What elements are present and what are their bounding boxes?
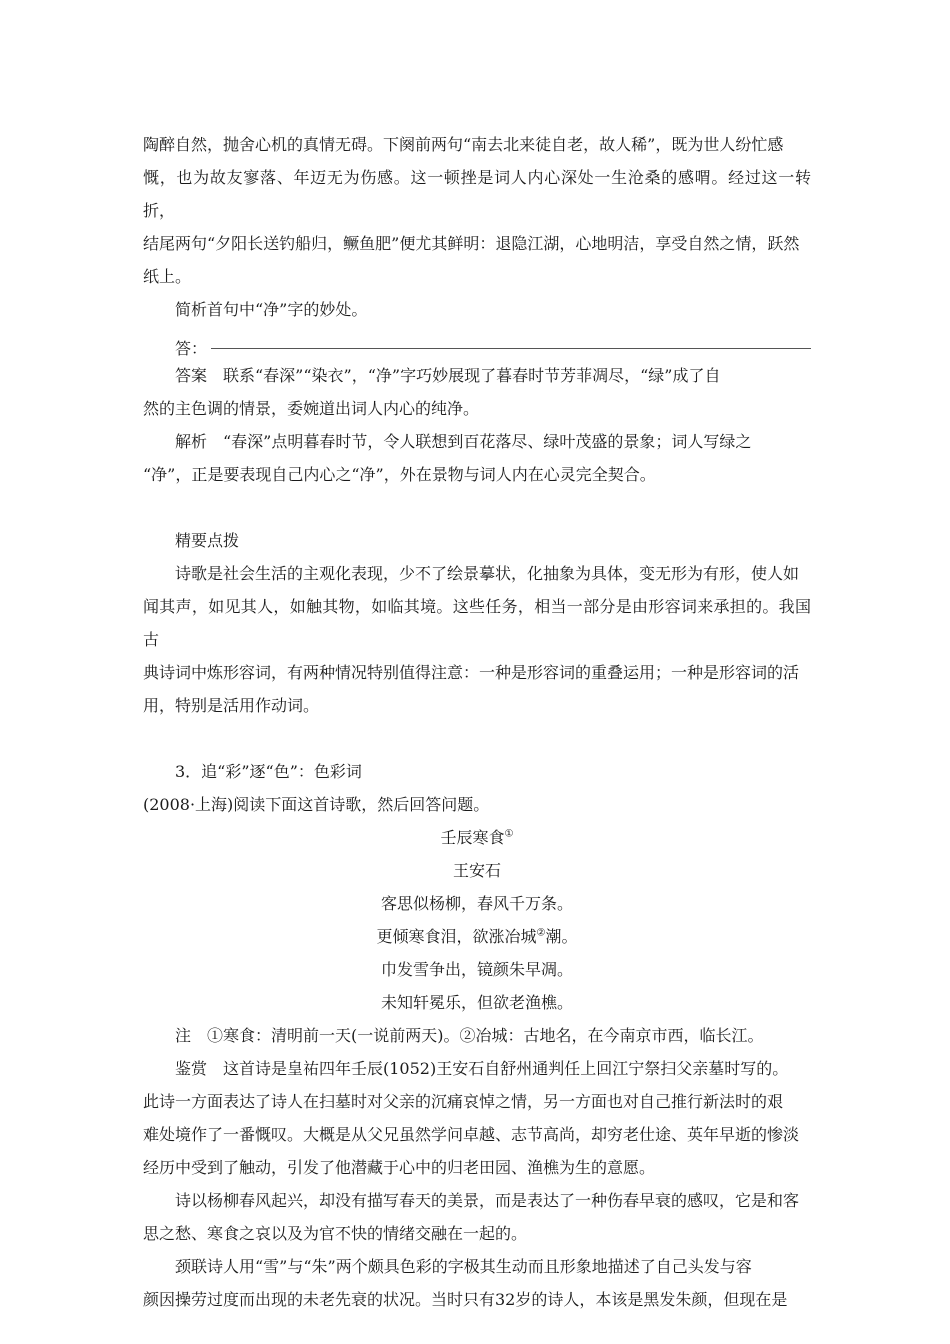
answer-field[interactable] <box>143 326 811 359</box>
text-line: 纸上。 <box>143 267 192 286</box>
text-line: 思之愁、寒食之哀以及为官不快的情绪交融在一起的。 <box>143 1224 528 1243</box>
text-line: 结尾两句“夕阳长送钓船归，鳜鱼肥”便尤其鲜明：退隐江湖，心地明洁，享受自然之情，跃然 <box>143 234 800 253</box>
poem-line: 未知轩冕乐，但欲老渔樵。 <box>380 993 573 1012</box>
footnote-marker: ① <box>504 828 514 840</box>
poem-line-part: 潮。 <box>545 927 578 946</box>
answer-blank-line[interactable] <box>211 348 811 349</box>
poem-line: 客思似杨柳，春风千万条。 <box>380 894 573 913</box>
text-line: 慨，也为故友寥落、年迈无为伤感。这一顿挫是词人内心深处一生沧桑的感喟。经过这一转折， <box>143 168 811 220</box>
document-page <box>143 128 811 1316</box>
text-line: 典诗词中炼形容词，有两种情况特别值得注意：一种是形容词的重叠运用；一种是形容词的活 <box>143 663 800 682</box>
text-line: 经历中受到了触动，引发了他潜藏于心中的归老田园、渔樵为生的意愿。 <box>143 1158 656 1177</box>
text-line: 诗歌是社会生活的主观化表现，少不了绘景摹状，化抽象为具体，变无形为有形，使人如 <box>175 564 800 583</box>
text-line: 难处境作了一番慨叹。大概是从父兄虽然学问卓越、志节高尚，却穷老仕途、英年早逝的惨淡 <box>143 1125 800 1144</box>
text-line: 陶醉自然，抛舍心机的真情无碍。下阕前两句“南去北来徒自老，故人稀”，既为世人纷忙感 <box>143 135 784 154</box>
text-line: 诗以杨柳春风起兴，却没有描写春天的美景，而是表达了一种伤春早衰的感叹，它是和客 <box>175 1191 800 1210</box>
text-line: 颈联诗人用“雪”与“朱”两个颇具色彩的字极其生动而且形象地描述了自己头发与容 <box>175 1257 752 1276</box>
poem-line-part: 更倾寒食泪，欲涨冶城 <box>376 927 537 946</box>
poem-line <box>143 920 811 953</box>
text-line: “净”，正是要表现自己内心之“净”，外在景物与词人内在心灵完全契合。 <box>143 465 656 484</box>
text-line: 颜因操劳过度而出现的未老先衰的状况。当时只有32岁的诗人，本该是黑发朱颜，但现在是 <box>143 1290 788 1309</box>
answer-label: 答： <box>175 339 208 358</box>
paragraph-spring <box>143 1184 811 1250</box>
text-line: 闻其声，如见其人，如触其物，如临其境。这些任务，相当一部分是由形容词来承担的。我国古 <box>143 597 811 649</box>
section-heading: 3．追“彩”逐“色”：色彩词 <box>175 762 362 781</box>
text-line: 解析 “春深”点明暮春时节，令人联想到百花落尽、绿叶茂盛的景象；词人写绿之 <box>175 432 752 451</box>
text-line: 答案 联系“春深”“染衣”，“净”字巧妙展现了暮春时节芳菲凋尽，“绿”成了自 <box>175 366 721 385</box>
paragraph-neck-couplet <box>143 1250 811 1316</box>
text-line: 用，特别是活用作动词。 <box>143 696 320 715</box>
text-line: 此诗一方面表达了诗人在扫墓时对父亲的沉痛哀悼之情，另一方面也对自己推行新法时的艰 <box>143 1092 784 1111</box>
text-line: 然的主色调的情景，委婉道出词人内心的纯净。 <box>143 399 480 418</box>
poem-author: 王安石 <box>452 861 501 880</box>
poem-title-text: 壬辰寒食 <box>440 828 505 847</box>
appreciation <box>143 1052 811 1184</box>
notes-line: 注 ①寒食：清明前一天(一说前两天)。②冶城：古地名，在今南京市西，临长江。 <box>175 1026 764 1045</box>
text-line: 鉴赏 这首诗是皇祐四年壬辰(1052)王安石自舒州通判任上回江宁祭扫父亲墓时写的。 <box>175 1059 789 1078</box>
poem <box>143 821 811 1019</box>
spacer <box>143 491 811 524</box>
tips-paragraph <box>143 557 811 722</box>
source-line: (2008·上海)阅读下面这首诗歌，然后回答问题。 <box>143 795 490 814</box>
answer-key <box>143 359 811 425</box>
analysis <box>143 425 811 491</box>
spacer <box>143 722 811 755</box>
question-text: 简析首句中“净”字的妙处。 <box>175 300 368 319</box>
footnote-marker: ② <box>536 927 546 939</box>
paragraph-continuation <box>143 128 811 293</box>
poem-line: 巾发雪争出，镜颜朱早凋。 <box>380 960 573 979</box>
poem-title <box>143 821 811 854</box>
tips-heading: 精要点拨 <box>175 531 240 550</box>
